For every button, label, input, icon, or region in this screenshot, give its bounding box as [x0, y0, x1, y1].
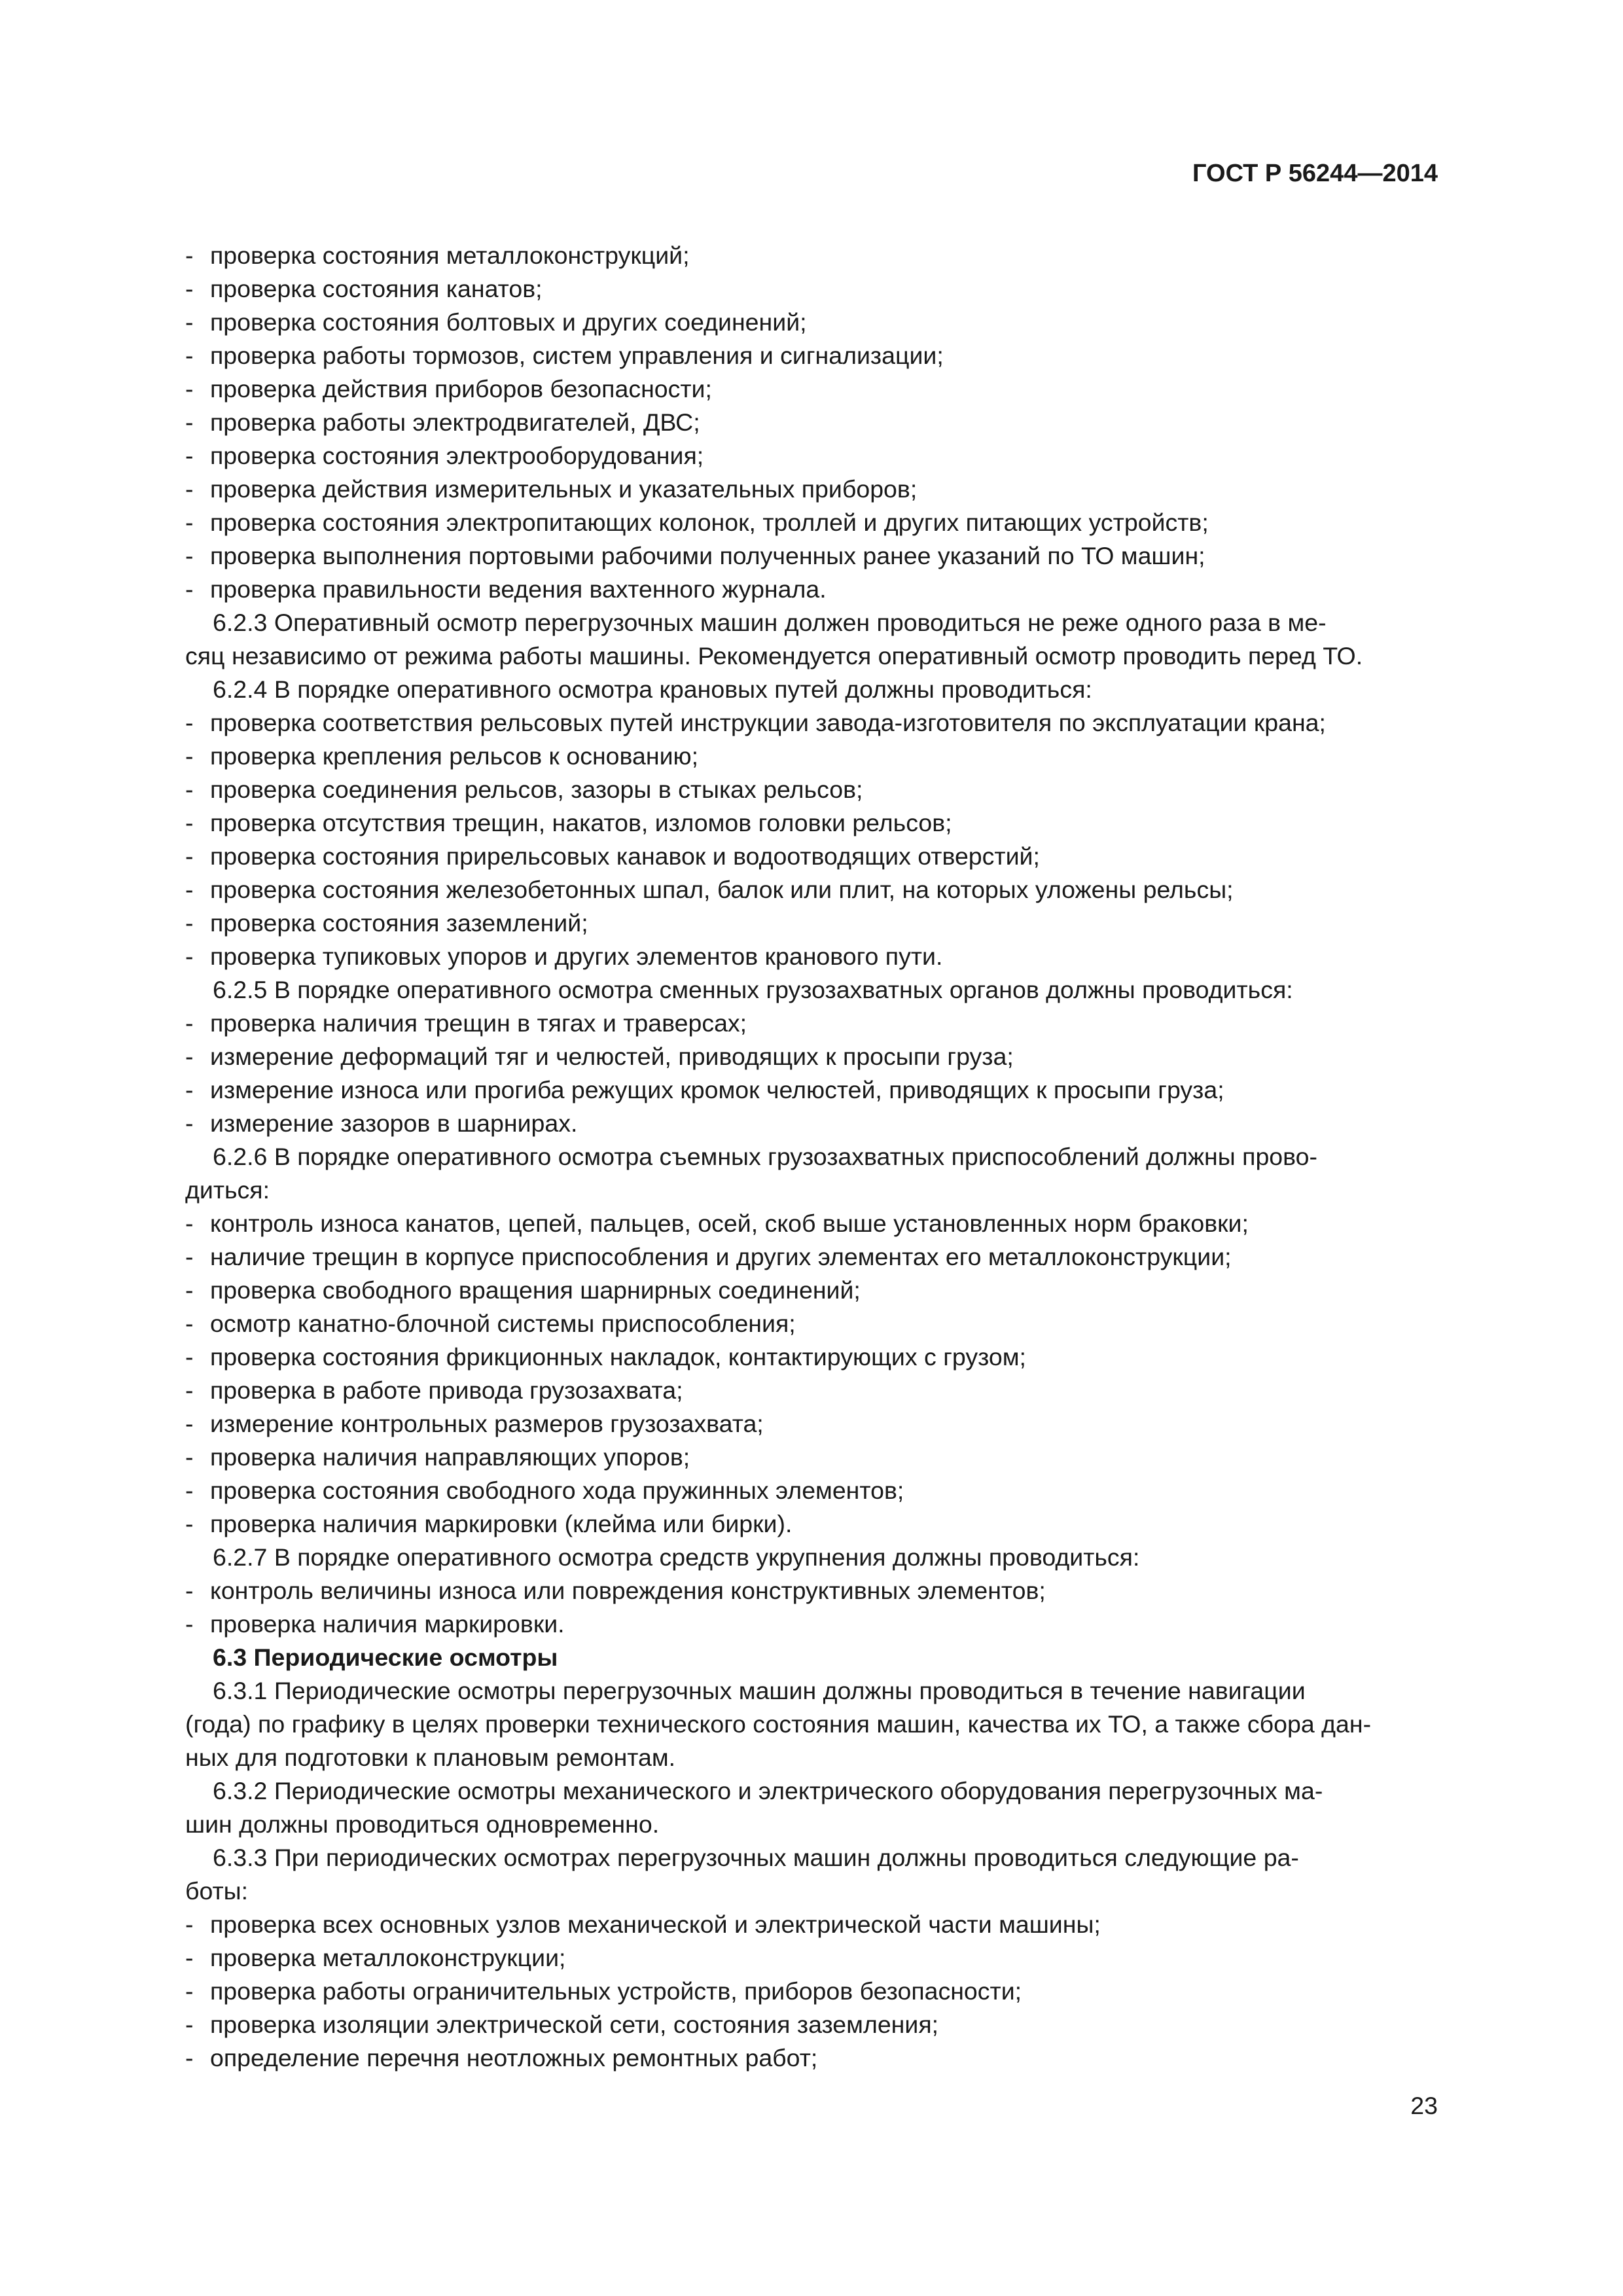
bullet-item: [185, 372, 1440, 406]
bullet-dash: -: [185, 442, 194, 469]
bullet-item: [185, 2008, 1440, 2041]
bullet-text: контроль износа канатов, цепей, пальцев, осей, скоб выше установленных норм браковки;: [210, 1210, 1249, 1237]
bullet-text: проверка правильности ведения вахтенного журнала.: [210, 575, 827, 603]
paragraph-continuation-line: ных для подготовки к плановым ремонтам.: [185, 1744, 676, 1771]
bullet-item: [185, 439, 1440, 473]
bullet-dash: -: [185, 942, 194, 970]
bullet-item: [185, 1274, 1440, 1307]
bullet-item: [185, 2041, 1440, 2075]
bullet-dash: -: [185, 842, 194, 870]
bullet-text: проверка всех основных узлов механической и электрической части машины;: [210, 1910, 1101, 1938]
bullet-item: [185, 1507, 1440, 1541]
bullet-text: проверка изоляции электрической сети, состояния заземления;: [210, 2011, 939, 2038]
bullet-text: проверка металлоконструкции;: [210, 1944, 566, 1971]
bullet-item: [185, 272, 1440, 306]
bullet-dash: -: [185, 542, 194, 569]
bullet-item: [185, 1240, 1440, 1274]
bullet-dash: -: [185, 876, 194, 903]
bullet-dash: -: [185, 1410, 194, 1437]
paragraph-first-line: 6.2.4 В порядке оперативного осмотра крановых путей должны проводиться:: [213, 675, 1092, 703]
bullet-text: проверка действия измерительных и указательных приборов;: [210, 475, 918, 503]
bullet-item: [185, 506, 1440, 539]
bullet-dash: -: [185, 1510, 194, 1537]
paragraph-first-line: 6.3.2 Периодические осмотры механического и электрического оборудования перегрузочных ма-: [213, 1777, 1323, 1804]
bullet-item: [185, 1073, 1440, 1107]
bullet-item: [185, 940, 1440, 973]
bullet-text: проверка соединения рельсов, зазоры в стыках рельсов;: [210, 776, 863, 803]
bullet-dash: -: [185, 242, 194, 269]
bullet-item: [185, 406, 1440, 439]
bullet-text: проверка состояния железобетонных шпал, балок или плит, на которых уложены рельсы;: [210, 876, 1234, 903]
bullet-dash: -: [185, 1076, 194, 1103]
bullet-item: [185, 473, 1440, 506]
bullet-text: измерение деформаций тяг и челюстей, приводящих к просыпи груза;: [210, 1043, 1014, 1070]
bullet-dash: -: [185, 1443, 194, 1471]
bullet-item: [185, 239, 1440, 272]
bullet-text: проверка состояния фрикционных накладок, контактирующих с грузом;: [210, 1343, 1026, 1371]
paragraph-first-line: 6.2.3 Оперативный осмотр перегрузочных машин должен проводиться не реже одного раза в ме-: [213, 609, 1327, 636]
paragraph-first-line: 6.2.5 В порядке оперативного осмотра сменных грузозахватных органов должны проводиться:: [213, 976, 1293, 1003]
bullet-item: [185, 1107, 1440, 1140]
paragraph-first-line: 6.2.7 В порядке оперативного осмотра средств укрупнения должны проводиться:: [213, 1543, 1140, 1571]
paragraph-continuation-line: сяц независимо от режима работы машины. Рекомендуется оперативный осмотр проводить перед ТО.: [185, 642, 1363, 670]
bullet-text: определение перечня неотложных ремонтных работ;: [210, 2044, 818, 2072]
bullet-item: [185, 1040, 1440, 1073]
bullet-dash: -: [185, 408, 194, 436]
bullet-dash: -: [185, 342, 194, 369]
paragraph-continuation-line: боты:: [185, 1877, 249, 1905]
bullet-text: проверка состояния электрооборудования;: [210, 442, 704, 469]
bullet-dash: -: [185, 375, 194, 403]
bullet-item: [185, 1607, 1440, 1641]
bullet-dash: -: [185, 709, 194, 736]
bullet-text: проверка наличия направляющих упоров;: [210, 1443, 690, 1471]
bullet-text: проверка состояния электропитающих колонок, троллей и других питающих устройств;: [210, 509, 1209, 536]
bullet-item: [185, 906, 1440, 940]
bullet-item: [185, 873, 1440, 906]
bullet-dash: -: [185, 909, 194, 937]
paragraph-first-line: 6.3.3 При периодических осмотрах перегрузочных машин должны проводиться следующие ра-: [213, 1844, 1299, 1871]
bullet-text: осмотр канатно-блочной системы приспособления;: [210, 1310, 796, 1337]
bullet-text: проверка выполнения портовыми рабочими полученных ранее указаний по ТО машин;: [210, 542, 1205, 569]
bullet-text: проверка тупиковых упоров и других элементов кранового пути.: [210, 942, 943, 970]
bullet-dash: -: [185, 1910, 194, 1938]
bullet-item: [185, 1441, 1440, 1474]
bullet-dash: -: [185, 1210, 194, 1237]
bullet-dash: -: [185, 1343, 194, 1371]
bullet-dash: -: [185, 1477, 194, 1504]
bullet-text: проверка состояния свободного хода пружинных элементов;: [210, 1477, 904, 1504]
bullet-text: проверка наличия трещин в тягах и траверсах;: [210, 1009, 747, 1037]
bullet-text: измерение зазоров в шарнирах.: [210, 1109, 578, 1137]
bullet-item: [185, 773, 1440, 806]
bullet-dash: -: [185, 776, 194, 803]
bullet-dash: -: [185, 575, 194, 603]
bullet-text: проверка состояния прирельсовых канавок и водоотводящих отверстий;: [210, 842, 1040, 870]
bullet-text: проверка работы тормозов, систем управления и сигнализации;: [210, 342, 944, 369]
bullet-text: проверка отсутствия трещин, накатов, изломов головки рельсов;: [210, 809, 952, 836]
bullet-item: [185, 1941, 1440, 1975]
document-body: [185, 239, 1440, 2075]
paragraph-continuation-line: шин должны проводиться одновременно.: [185, 1810, 660, 1838]
bullet-item: [185, 1207, 1440, 1240]
bullet-item: [185, 1574, 1440, 1607]
bullet-dash: -: [185, 742, 194, 770]
bullet-dash: -: [185, 809, 194, 836]
bullet-item: [185, 706, 1440, 740]
bullet-dash: -: [185, 275, 194, 302]
bullet-text: проверка состояния заземлений;: [210, 909, 588, 937]
bullet-item: [185, 1474, 1440, 1507]
bullet-text: измерение контрольных размеров грузозахвата;: [210, 1410, 764, 1437]
bullet-item: [185, 339, 1440, 372]
bullet-dash: -: [185, 509, 194, 536]
bullet-text: проверка состояния канатов;: [210, 275, 543, 302]
bullet-text: проверка в работе привода грузозахвата;: [210, 1376, 683, 1404]
bullet-item: [185, 306, 1440, 339]
bullet-text: проверка наличия маркировки (клейма или бирки).: [210, 1510, 793, 1537]
bullet-text: проверка крепления рельсов к основанию;: [210, 742, 699, 770]
bullet-dash: -: [185, 1577, 194, 1604]
bullet-item: [185, 1007, 1440, 1040]
paragraph-continuation-line: (года) по графику в целях проверки технического состояния машин, качества их ТО, а также сбора дан-: [185, 1710, 1372, 1738]
bullet-dash: -: [185, 1610, 194, 1638]
bullet-dash: -: [185, 1310, 194, 1337]
bullet-dash: -: [185, 1109, 194, 1137]
bullet-dash: -: [185, 1276, 194, 1304]
bullet-dash: -: [185, 1009, 194, 1037]
bullet-dash: -: [185, 2011, 194, 2038]
bullet-dash: -: [185, 1043, 194, 1070]
bullet-item: [185, 1908, 1440, 1941]
bullet-text: измерение износа или прогиба режущих кромок челюстей, приводящих к просыпи груза;: [210, 1076, 1224, 1103]
bullet-item: [185, 1975, 1440, 2008]
bullet-item: [185, 573, 1440, 606]
bullet-dash: -: [185, 1944, 194, 1971]
bullet-text: проверка работы ограничительных устройств, приборов безопасности;: [210, 1977, 1022, 2005]
bullet-text: проверка наличия маркировки.: [210, 1610, 565, 1638]
bullet-item: [185, 1374, 1440, 1407]
bullet-dash: -: [185, 1243, 194, 1270]
bullet-text: проверка свободного вращения шарнирных соединений;: [210, 1276, 861, 1304]
bullet-item: [185, 539, 1440, 573]
paragraph-continuation-line: диться:: [185, 1176, 270, 1204]
bullet-dash: -: [185, 475, 194, 503]
bullet-item: [185, 840, 1440, 873]
bullet-text: наличие трещин в корпусе приспособления и других элементах его металлоконструкции;: [210, 1243, 1232, 1270]
bullet-text: проверка соответствия рельсовых путей инструкции завода-изготовителя по эксплуатации крана;: [210, 709, 1326, 736]
bullet-dash: -: [185, 1977, 194, 2005]
bullet-item: [185, 806, 1440, 840]
bullet-item: [185, 1340, 1440, 1374]
bullet-dash: -: [185, 2044, 194, 2072]
bullet-text: проверка состояния металлоконструкций;: [210, 242, 690, 269]
bullet-dash: -: [185, 1376, 194, 1404]
bullet-item: [185, 1307, 1440, 1340]
paragraph-first-line: 6.3.1 Периодические осмотры перегрузочных машин должны проводиться в течение навигации: [213, 1677, 1306, 1704]
document-header-standard: ГОСТ Р 56244—2014: [1192, 160, 1438, 187]
bullet-text: контроль величины износа или повреждения конструктивных элементов;: [210, 1577, 1046, 1604]
bullet-text: проверка состояния болтовых и других соединений;: [210, 308, 807, 336]
bullet-item: [185, 740, 1440, 773]
page-number: 23: [1410, 2092, 1438, 2119]
bullet-dash: -: [185, 308, 194, 336]
bullet-item: [185, 1407, 1440, 1441]
section-heading: 6.3 Периодические осмотры: [213, 1643, 558, 1671]
bullet-text: проверка работы электродвигателей, ДВС;: [210, 408, 700, 436]
paragraph-first-line: 6.2.6 В порядке оперативного осмотра съемных грузозахватных приспособлений должны прово-: [213, 1143, 1317, 1170]
bullet-text: проверка действия приборов безопасности;: [210, 375, 712, 403]
